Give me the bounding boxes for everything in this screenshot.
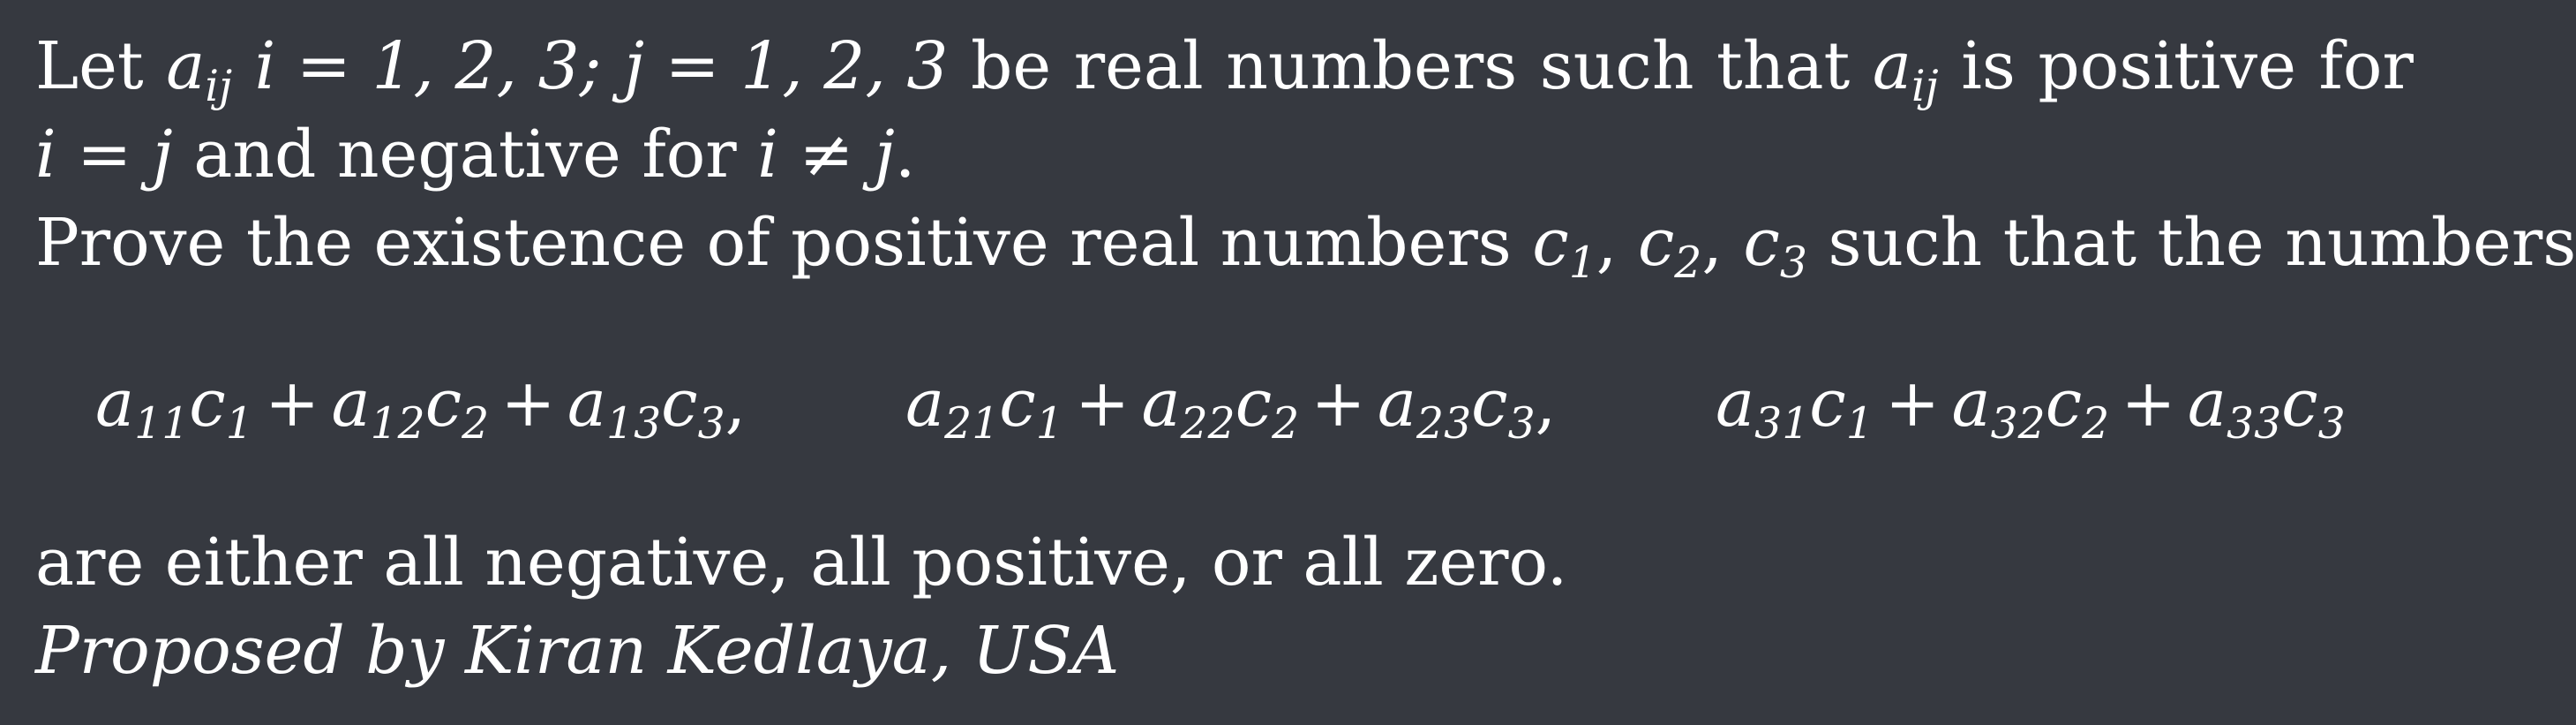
word-such: such — [1539, 28, 1694, 104]
period: . — [894, 117, 916, 193]
text-such-that-numbers: such that the numbers — [1828, 205, 2576, 281]
problem-line-4: are either all negative, all positive, or all zero. — [35, 525, 1568, 600]
word-that: that — [1716, 28, 1851, 104]
math-c1: c1 — [1532, 205, 1596, 288]
math-i-eq-j: i = j — [35, 117, 173, 193]
word-numbers: numbers — [1226, 28, 1518, 104]
word-real: real — [1073, 28, 1204, 104]
word-is: is — [1961, 28, 2016, 104]
text-prove-existence: Prove the existence of positive real numbers — [35, 205, 1512, 281]
problem-line-2 — [35, 117, 916, 193]
word-for: for — [2318, 28, 2414, 104]
problem-line-3: Prove the existence of positive real numbers c1, c2, c3 such that the numbers — [35, 205, 2576, 288]
word-let: Let — [35, 28, 144, 104]
math-a-ij-2: aij — [1872, 28, 1939, 111]
text-and-negative-for: and negative for — [193, 117, 737, 193]
problem-line-1 — [35, 28, 2414, 111]
math-c2: c2 — [1637, 205, 1702, 288]
equation-row-1: a11c1 + a12c2 + a13c3, — [95, 366, 747, 449]
math-i-ne-j: i ≠ j — [757, 117, 895, 193]
equation-row-3: a31c1 + a32c2 + a33c3 — [1716, 366, 2346, 449]
word-positive: positive — [2038, 28, 2296, 104]
math-c3: c3 — [1743, 205, 1807, 288]
word-be: be — [971, 28, 1052, 104]
math-j-range: j = 1, 2, 3 — [624, 28, 949, 104]
math-i-range: i = 1, 2, 3; — [254, 28, 602, 104]
math-a-ij: aij — [166, 28, 233, 111]
problem-credit: Proposed by Kiran Kedlaya, USA — [35, 613, 1120, 689]
equation-row-2: a21c1 + a22c2 + a23c3, — [905, 366, 1557, 449]
